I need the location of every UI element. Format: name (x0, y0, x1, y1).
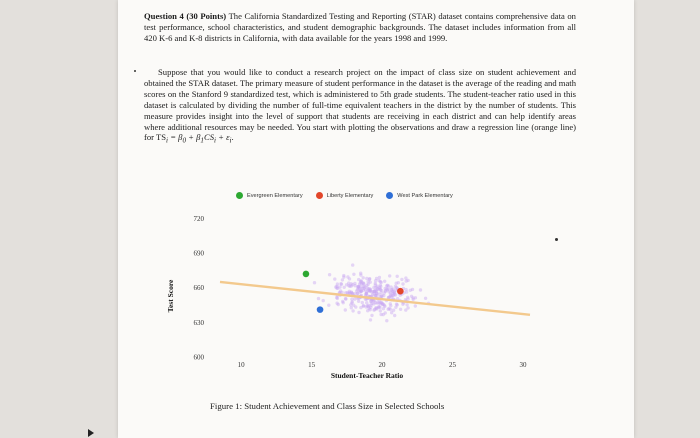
x-axis-label: Student-Teacher Ratio (330, 371, 404, 380)
observation-point (352, 273, 355, 276)
observation-point (383, 305, 386, 308)
observation-point (412, 298, 415, 301)
observation-point (348, 277, 351, 280)
observation-point (366, 280, 369, 283)
observation-point (383, 291, 386, 294)
school-point (397, 288, 404, 295)
observation-point (385, 319, 388, 322)
legend-label: Evergreen Elementary (247, 192, 303, 199)
observation-point (365, 292, 368, 295)
observation-point (362, 276, 365, 279)
observation-point (384, 287, 387, 290)
observation-point (376, 285, 379, 288)
y-tick-label: 720 (193, 215, 204, 224)
observation-point (351, 300, 354, 303)
x-tick-label: 20 (378, 361, 386, 369)
observation-point (357, 278, 360, 281)
observation-point (376, 301, 379, 304)
observation-point (357, 300, 360, 303)
observation-point (401, 282, 404, 285)
observation-point (336, 297, 339, 300)
observation-point (354, 305, 357, 308)
observation-point (393, 314, 396, 317)
question-heading: Question 4 (30 Points) (144, 11, 227, 21)
observation-point (336, 282, 339, 285)
y-axis-label: Test Score (166, 279, 175, 313)
legend-item (386, 192, 453, 199)
y-tick-label: 630 (193, 318, 204, 327)
observation-point (396, 303, 399, 306)
observation-point (351, 309, 354, 312)
observation-point (379, 302, 382, 305)
body-text: Suppose that you would like to conduct a research project on the impact of class size on student achievement and obtained the STAR dataset. The primary measure of student performance in the dataset is the average of the reading and math scores on the Stanford 9 standardized test, which is administered to 5th grade students. The student-teacher ratio used in this dataset is calculated by dividing the number of full-time equivalent teachers in the district by the number of students. This measure provides insight into the level of support that students are receiving in each district and can help identify areas where additional resources may be needed. You start with plotting the observations and draw a regression line (orange line) for TS (144, 67, 576, 143)
observation-point (384, 311, 387, 314)
observation-point (406, 296, 409, 299)
observation-point (405, 290, 408, 293)
observation-point (374, 279, 377, 282)
observation-point (383, 280, 386, 283)
legend-item (236, 192, 303, 199)
observation-point (372, 286, 375, 289)
observation-point (341, 300, 344, 303)
legend-item (316, 192, 374, 199)
observation-point (336, 287, 339, 290)
observation-point (368, 277, 371, 280)
observation-point (341, 278, 344, 281)
observation-point (333, 277, 336, 280)
observation-point (405, 279, 408, 282)
observation-point (394, 285, 397, 288)
observation-point (378, 306, 381, 309)
y-tick-label: 600 (193, 353, 204, 362)
observation-point (345, 283, 348, 286)
observation-point (377, 279, 380, 282)
observation-point (419, 288, 422, 291)
observation-point (350, 282, 353, 285)
observation-point (365, 277, 368, 280)
observation-point (369, 318, 372, 321)
observation-point (339, 289, 342, 292)
x-tick-label: 25 (449, 361, 456, 369)
observation-point (367, 304, 370, 307)
observation-point (362, 282, 365, 285)
observation-point (396, 275, 399, 278)
observation-point (355, 289, 358, 292)
observation-point (358, 282, 361, 285)
legend-label: West Park Elementary (397, 192, 453, 199)
observation-point (387, 287, 390, 290)
chart-legend (236, 192, 466, 199)
observation-point (349, 303, 352, 306)
observation-point (327, 304, 330, 307)
observation-point (387, 307, 390, 310)
observation-point (350, 306, 353, 309)
observation-point (386, 284, 389, 287)
observation-point (390, 295, 393, 298)
observation-point (394, 293, 397, 296)
observation-point (379, 309, 382, 312)
observation-point (370, 314, 373, 317)
scatter-chart (160, 200, 580, 390)
figure-caption: Figure 1: Student Achievement and Class Size in Selected Schools (210, 401, 445, 411)
observation-point (340, 283, 343, 286)
x-tick-label: 30 (519, 361, 527, 369)
legend-dot-icon (386, 192, 393, 199)
x-tick-label: 10 (237, 361, 245, 369)
formula-inline: $_i = \beta_0 + \beta_1CS_i + \varepsilon_i$ (166, 132, 232, 146)
observation-point (357, 311, 360, 314)
observation-point (343, 286, 346, 289)
observation-point (359, 289, 362, 292)
observation-point (317, 297, 320, 300)
observation-point (404, 276, 407, 279)
school-point (303, 271, 310, 278)
legend-dot-icon (316, 192, 323, 199)
observation-point (405, 303, 408, 306)
observation-point (368, 307, 371, 310)
observation-point (410, 295, 413, 298)
bullet-mark (555, 238, 558, 241)
mouse-cursor-icon (87, 428, 95, 438)
question-intro (144, 11, 576, 44)
question-body: Suppose that you would like to conduct a research project on the impact of class size on student achievement and obtained the STAR dataset. The primary measure of student performance in the dataset is the average of the reading and math scores on the Stanford 9 standardized test, which is administered to 5th grade students. The student-teacher ratio used in this dataset is calculated by dividing the number of full-time equivalent teachers in the district by the number of students. This measure provides insight into the level of support that students are receiving in each district and can help identify areas where additional resources may be needed. You start with plotting the observations and draw a regression line (orange line) for $TS_i = \beta_0 + \beta_1CS_i + \varepsilon_i$. (144, 67, 576, 146)
observation-point (362, 304, 365, 307)
observation-point (335, 302, 338, 305)
observation-point (369, 300, 372, 303)
intro-text: The California Standardized Testing and Reporting (STAR) dataset contains comprehensive data on test performance, school characteristics, and student demographic backgrounds. The dataset includes information from all 420 K-6 and K-8 districts in California, with data available for the years 1998 and 1999. (144, 11, 576, 43)
observation-point (344, 308, 347, 311)
observation-point (400, 278, 403, 281)
legend-dot-icon (236, 192, 243, 199)
y-tick-label: 660 (193, 284, 204, 293)
observation-point (313, 281, 316, 284)
observation-point (414, 304, 417, 307)
observation-point (361, 301, 364, 304)
observation-point (389, 302, 392, 305)
y-tick-label: 690 (193, 249, 204, 258)
observation-point (372, 308, 375, 311)
observation-point (424, 297, 427, 300)
observation-point (395, 282, 398, 285)
x-tick-label: 15 (308, 361, 316, 369)
legend-label: Liberty Elementary (326, 192, 374, 199)
observation-point (359, 273, 362, 276)
observation-point (392, 309, 395, 312)
observation-point (401, 303, 404, 306)
observation-point (328, 273, 331, 276)
document-page (118, 0, 634, 438)
observation-point (379, 291, 382, 294)
observation-point (387, 290, 390, 293)
bullet-mark (134, 70, 136, 72)
observation-point (389, 285, 392, 288)
observation-point (369, 290, 372, 293)
observation-point (344, 297, 347, 300)
school-point (317, 306, 324, 313)
observation-point (406, 306, 409, 309)
observation-point (351, 263, 354, 266)
observation-point (322, 299, 325, 302)
observation-point (399, 308, 402, 311)
observation-point (411, 288, 414, 291)
observation-point (388, 274, 391, 277)
